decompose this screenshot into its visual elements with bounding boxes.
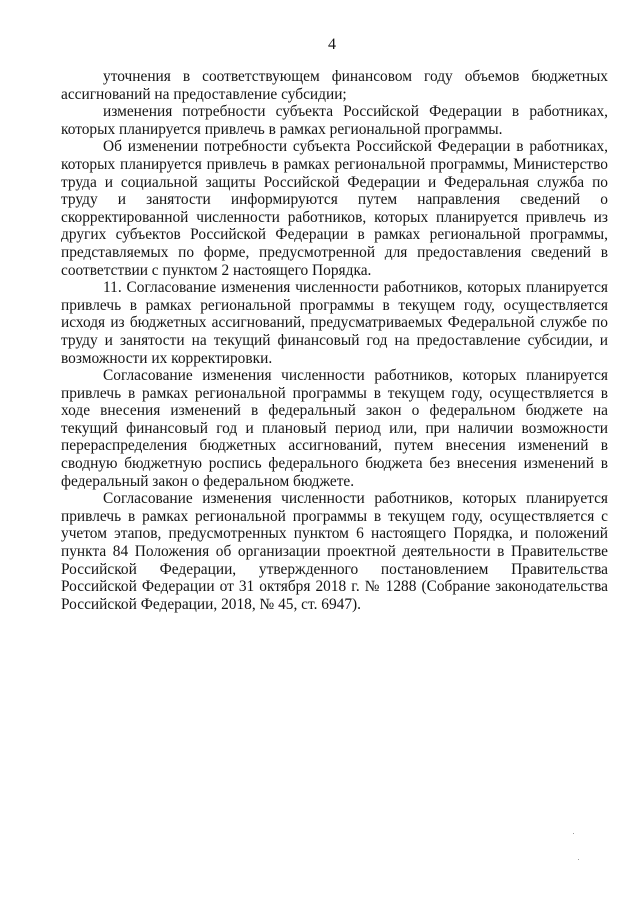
paragraph-informing-procedure: Об изменении потребности субъекта Российской Федерации в работниках, которых планируется привлечь в рамках региональной программы, Министерство труда и социальной защиты Российской Федерации и Федеральная служба по труду и занятости информируются путем направления сведений о скорректированной численности работников, которых планируется привлечь из других субъектов Российской Федерации в рамках региональной программы, представляемых по форме, предусмотренной для предоставления сведений в соответствии с пунктом 2 настоящего Порядка.	[61, 138, 608, 279]
paragraph-budget-clarification: уточнения в соответствующем финансовом году объемов бюджетных ассигнований на предоставление субсидии;	[61, 68, 608, 103]
body-text	[61, 68, 608, 613]
scan-speck	[573, 833, 574, 834]
paragraph-budget-law-amendment: Согласование изменения численности работников, которых планируется привлечь в рамках региональной программы в текущем году, осуществляется в ходе внесения изменений в федеральный закон о федеральном бюджете на текущий финансовый год и плановый период или, при наличии возможности перераспределения бюджетных ассигнований, путем внесения изменений в сводную бюджетную роспись федерального бюджета без внесения изменений в федеральный закон о федеральном бюджете.	[61, 367, 608, 490]
scan-speck	[578, 859, 579, 860]
page-number: 4	[328, 36, 336, 53]
paragraph-project-regulation: Согласование изменения численности работников, которых планируется привлечь в рамках региональной программы в текущем году, осуществляется с учетом этапов, предусмотренных пунктом 6 настоящего Порядка, и положений пункта 84 Положения об организации проектной деятельности в Правительстве Российской Федерации, утвержденного постановлением Правительства Российской Федерации от 31 октября 2018 г. № 1288 (Собрание законодательства Российской Федерации, 2018, № 45, ст. 6947).	[61, 490, 608, 613]
paragraph-clause-11: 11. Согласование изменения численности работников, которых планируется привлечь в рамках региональной программы в текущем году, осуществляется исходя из бюджетных ассигнований, предусматриваемых Федеральной службе по труду и занятости на текущий финансовый год на предоставление субсидии, и возможности их корректировки.	[61, 279, 608, 367]
paragraph-worker-need-change: изменения потребности субъекта Российской Федерации в работниках, которых планируется привлечь в рамках региональной программы.	[61, 103, 608, 138]
